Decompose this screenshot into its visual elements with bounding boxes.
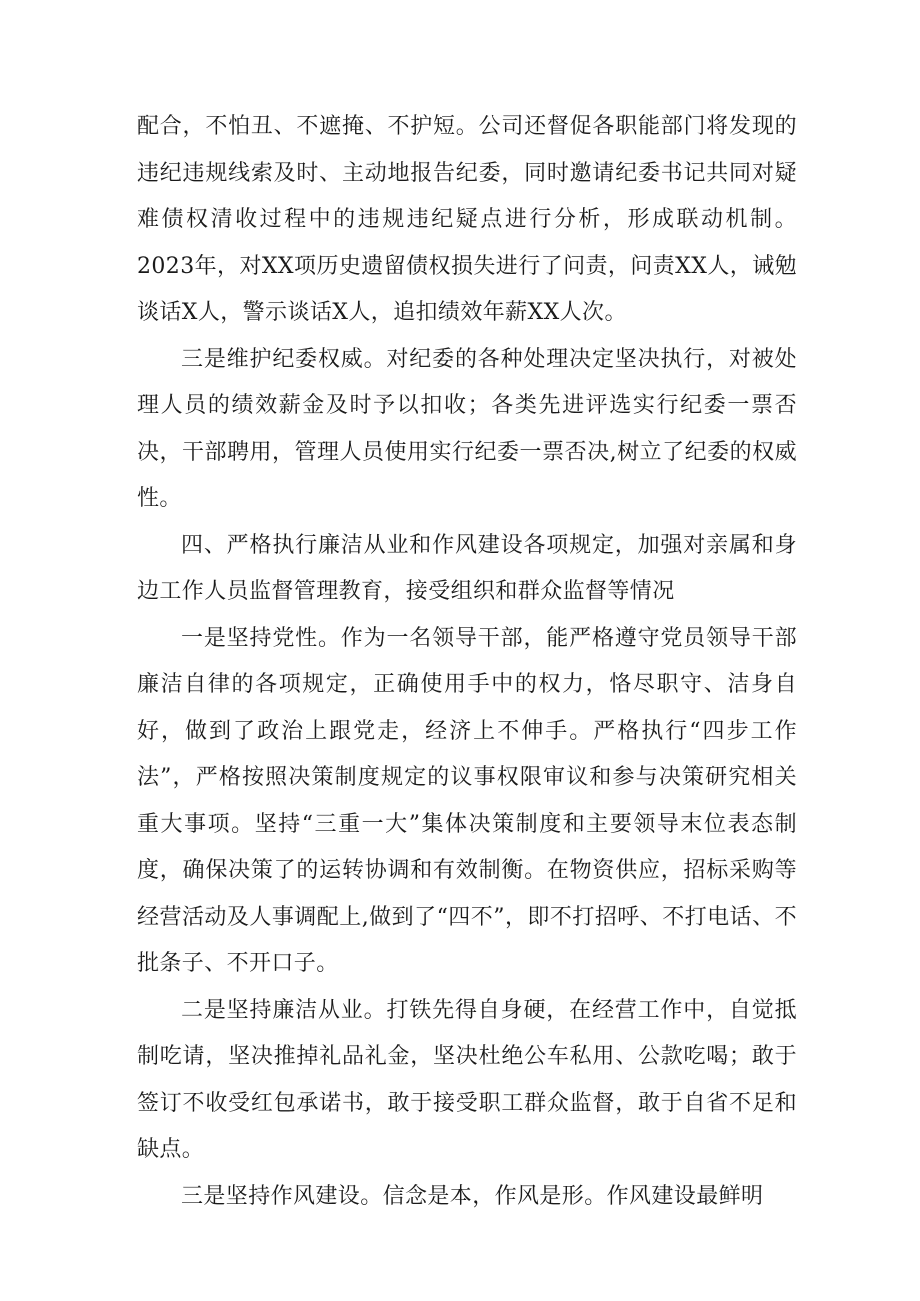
paragraph-party-spirit: 一是坚持党性。作为一名领导干部，能严格遵守党员领导干部廉洁自律的各项规定，正确使用手中的权力，恪尽职守、洁身自好，做到了政治上跟党走，经济上不伸手。严格执行“四步工作法”，严格按照决策制度规定的议事权限审议和参与决策研究相关重大事项。坚持“三重一大”集体决策制度和主要领导末位表态制度，确保决策了的运转协调和有效制衡。在物资供应，招标采购等经营活动及人事调配上,做到了“四不”，即不打招呼、不打电话、不批条子、不开口子。 — [137, 625, 797, 976]
paragraph-discipline-authority: 三是维护纪委权威。对纪委的各种处理决定坚决执行，对被处理人员的绩效薪金及时予以扣收；各类先进评选实行纪委一票否决，干部聘用，管理人员使用实行纪委一票否决,树立了纪委的权威性。 — [137, 346, 797, 511]
document-body — [137, 104, 797, 1220]
paragraph-integrity: 二是坚持廉洁从业。打铁先得自身硬，在经营工作中，自觉抵制吃请，坚决推掉礼品礼金，坚决杜绝公车私用、公款吃喝；敢于签订不收受红包承诺书，敢于接受职工群众监督，敢于自省不足和缺点。 — [137, 997, 797, 1162]
section-heading-four: 四、严格执行廉洁从业和作风建设各项规定，加强对亲属和身边工作人员监督管理教育，接受组织和群众监督等情况 — [137, 532, 797, 604]
paragraph-accountability: 配合，不怕丑、不遮掩、不护短。公司还督促各职能部门将发现的违纪违规线索及时、主动地报告纪委，同时邀请纪委书记共同对疑难债权清收过程中的违规违纪疑点进行分析，形成联动机制。2023年，对XX项历史遗留债权损失进行了问责，问责XX人，诫勉谈话X人，警示谈话X人，追扣绩效年薪XX人次。 — [137, 114, 797, 325]
paragraph-work-style: 三是坚持作风建设。信念是本，作风是形。作风建设最鲜明 — [181, 1183, 764, 1209]
